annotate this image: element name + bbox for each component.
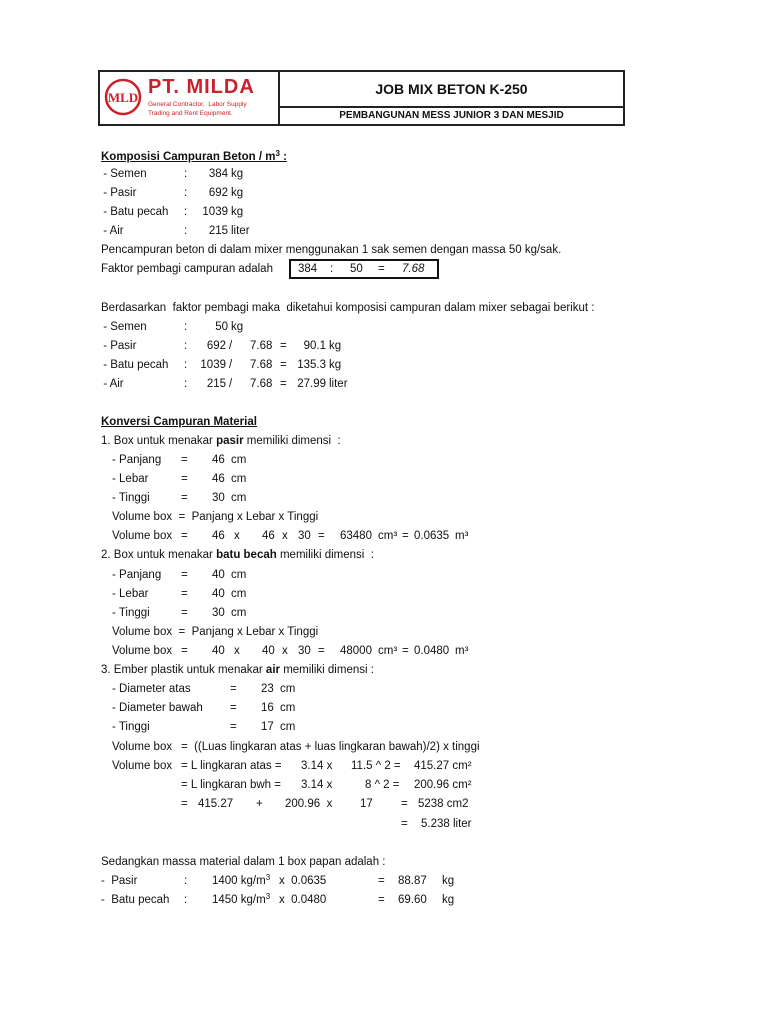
equals-sign: = (181, 473, 188, 485)
colon: : (184, 378, 188, 390)
item-mass: 88.87 (398, 875, 427, 887)
calc-radius: 11.5 ^ 2 = (351, 760, 401, 772)
item-value: 1039 (202, 206, 228, 218)
factor-divisor: 50 (350, 263, 363, 275)
volume-label: Volume box (112, 530, 173, 542)
composition-heading: Komposisi Campuran Beton / $m^3$ : (101, 149, 287, 163)
equals-sign: = (230, 702, 237, 714)
vol-height: 30 (298, 530, 311, 542)
equals-sign: = (230, 683, 237, 695)
item-value: 215 (208, 225, 228, 237)
item-factor: x 0.0480 (279, 894, 327, 906)
dim-label: - Diameter atas (112, 683, 191, 695)
calc-pi: 3.14 x (301, 760, 333, 772)
calc-pi: 3.14 x (301, 779, 333, 791)
equals-sign: = (318, 530, 325, 542)
times-sign: x (234, 530, 240, 542)
dim-unit: cm (280, 683, 296, 695)
box2-formula: Volume box = Panjang x Lebar x Tinggi (112, 626, 319, 638)
equals-sign: = (280, 340, 287, 352)
item-factor: x 0.0635 (279, 875, 327, 887)
vol-m3: 0.0480 (414, 645, 450, 657)
item-label: - Air (100, 225, 124, 237)
conversion-heading: Konversi Campuran Material (101, 416, 257, 428)
volume-label: Volume box (112, 741, 173, 753)
item-value: 692 (208, 187, 228, 199)
mixer-note: Pencampuran beton di dalam mixer menggunakan 1 sak semen dengan massa 50 kg/sak. (101, 244, 562, 256)
item-unit: kg (231, 168, 244, 180)
company-logo-icon (104, 78, 142, 116)
item-unit: kg (442, 875, 455, 887)
dim-value: 17 (261, 721, 274, 733)
item-amount: 692 (206, 340, 226, 352)
calc-height: 17 (360, 798, 373, 810)
equals-sign: = (401, 818, 408, 830)
item-unit: liter (329, 378, 348, 390)
dim-unit: cm (280, 721, 296, 733)
divide-sign: / (229, 378, 233, 390)
vol-width: 46 (262, 530, 275, 542)
item-density: 1400 $kg/m^3$ (212, 873, 271, 887)
equals-sign: = (230, 721, 237, 733)
dim-unit: cm (231, 473, 247, 485)
calc-result: 200.96 cm² (414, 779, 472, 791)
dim-value: 30 (212, 607, 225, 619)
dim-value: 30 (212, 492, 225, 504)
equals-sign: = (181, 588, 188, 600)
item-unit: kg (231, 206, 244, 218)
vol-length: 40 (212, 645, 225, 657)
colon: : (184, 875, 188, 887)
item-value: 384 (208, 168, 228, 180)
item-result: 135.3 (297, 359, 326, 371)
dim-value: 40 (212, 569, 225, 581)
calc-area-bottom: 200.96 x (285, 798, 333, 810)
unit-cm3: cm³ (378, 645, 398, 657)
dim-label: - Lebar (112, 588, 149, 600)
dim-label: - Tinggi (112, 721, 150, 733)
dim-unit: cm (231, 492, 247, 504)
factor-value: 7.68 (250, 378, 273, 390)
document-title: JOB MIX BETON K-250 (280, 72, 623, 108)
factor-label: Faktor pembagi campuran adalah (101, 263, 273, 275)
equals-sign: = (181, 530, 188, 542)
calc-text: = L lingkaran atas = (181, 760, 282, 772)
company-name: PT. MILDA (148, 76, 255, 98)
box1-formula: Volume box = Panjang x Lebar x Tinggi (112, 511, 319, 523)
mass-intro: Sedangkan massa material dalam 1 box papan adalah : (101, 856, 386, 868)
dim-label: - Lebar (112, 473, 149, 485)
vol-m3: 0.0635 (414, 530, 450, 542)
equals-sign: = (378, 875, 385, 887)
equals-sign: = (378, 894, 385, 906)
colon: : (184, 894, 188, 906)
equals-sign: = (402, 645, 409, 657)
colon: : (184, 340, 188, 352)
item-label: - Batu pecah (100, 359, 169, 371)
box2-title: 2. Box untuk menakar batu becah memiliki dimensi : (101, 549, 374, 561)
item-label: - Semen (100, 321, 147, 333)
colon: : (184, 225, 188, 237)
company-tagline-2: Trading and Rent Equipment. (148, 110, 233, 117)
item-label: - Semen (100, 168, 147, 180)
company-tagline-1: General Contractor, Labor Supply (148, 101, 247, 108)
dim-value: 46 (212, 473, 225, 485)
item-result: 90.1 (303, 340, 326, 352)
company-logo (100, 72, 280, 124)
dim-unit: cm (231, 588, 247, 600)
colon: : (184, 321, 188, 333)
unit-m3: m³ (455, 530, 469, 542)
dim-value: 16 (261, 702, 274, 714)
dim-label: - Tinggi (112, 607, 150, 619)
factor-value: 7.68 (250, 340, 273, 352)
equals-sign: = (181, 607, 188, 619)
calc-result: 415.27 cm² (414, 760, 472, 772)
dim-label: - Panjang (112, 569, 162, 581)
equals-sign: = (280, 378, 287, 390)
item-label: - Batu pecah (101, 894, 170, 906)
colon: : (184, 359, 188, 371)
item-label: - Pasir (101, 875, 138, 887)
factor-value: 7.68 (250, 359, 273, 371)
equals-sign: = (181, 454, 188, 466)
document-header (98, 70, 625, 126)
equals-sign: = (318, 645, 325, 657)
vol-cm3: 63480 (340, 530, 372, 542)
calc-radius: 8 ^ 2 = (365, 779, 400, 791)
volume-label: Volume box (112, 645, 173, 657)
vol-length: 46 (212, 530, 225, 542)
equals-sign: = (181, 492, 188, 504)
item-amount: 1039 (200, 359, 226, 371)
volume-label: Volume box (112, 760, 173, 772)
project-name: PEMBANGUNAN MESS JUNIOR 3 DAN MESJID (339, 110, 564, 121)
times-sign: x (282, 645, 288, 657)
equals-sign: = (401, 798, 408, 810)
plus-sign: + (256, 798, 263, 810)
item-label: - Pasir (100, 187, 137, 199)
equals-sign: = (181, 798, 188, 810)
logo-letters: MLD (107, 90, 139, 105)
item-unit: kg (231, 187, 244, 199)
item-result: 27.99 (297, 378, 326, 390)
dim-value: 46 (212, 454, 225, 466)
item-unit: kg (442, 894, 455, 906)
equals-sign: = (181, 569, 188, 581)
vol-width: 40 (262, 645, 275, 657)
divide-sign: / (229, 340, 233, 352)
equals-sign: = (280, 359, 287, 371)
item-mass: 69.60 (398, 894, 427, 906)
dim-unit: cm (231, 569, 247, 581)
dim-value: 40 (212, 588, 225, 600)
unit-cm3: cm³ (378, 530, 398, 542)
colon: : (184, 168, 188, 180)
item-unit: liter (231, 225, 250, 237)
equals-sign: = (181, 645, 188, 657)
divide-sign: / (229, 359, 233, 371)
dim-label: - Tinggi (112, 492, 150, 504)
item-unit: kg (329, 359, 342, 371)
vol-height: 30 (298, 645, 311, 657)
item-label: - Batu pecah (100, 206, 169, 218)
calc-area-top: 415.27 (198, 798, 234, 810)
times-sign: x (234, 645, 240, 657)
bucket-title: 3. Ember plastik untuk menakar air memiliki dimensi : (101, 664, 374, 676)
unit-m3: m³ (455, 645, 469, 657)
box1-title: 1. Box untuk menakar pasir memiliki dimensi : (101, 435, 341, 447)
item-amount: 215 (206, 378, 226, 390)
dim-unit: cm (231, 454, 247, 466)
item-unit: kg (231, 321, 244, 333)
item-label: - Pasir (100, 340, 137, 352)
factor-dividend: 384 (298, 263, 318, 275)
dim-unit: cm (280, 702, 296, 714)
dim-label: - Panjang (112, 454, 162, 466)
dim-unit: cm (231, 607, 247, 619)
vol-cm3: 48000 (340, 645, 372, 657)
calc-text: = L lingkaran bwh = (181, 779, 281, 791)
colon: : (184, 206, 188, 218)
calc-result: 5238 cm2 (418, 798, 469, 810)
calc-result: 5.238 liter (421, 818, 472, 830)
item-value: 50 (215, 321, 228, 333)
equals-sign: = (402, 530, 409, 542)
item-unit: kg (329, 340, 342, 352)
factor-equals: = (378, 263, 385, 275)
colon: : (184, 187, 188, 199)
item-label: - Air (100, 378, 124, 390)
mixer-intro: Berdasarkan faktor pembagi maka diketahui komposisi campuran dalam mixer sebagai berikut : (101, 302, 595, 314)
formula-text: = ((Luas lingkaran atas + luas lingkaran bawah)/2) x tinggi (181, 741, 480, 753)
factor-operator: : (330, 263, 334, 275)
item-density: 1450 $kg/m^3$ (212, 892, 271, 906)
dim-value: 23 (261, 683, 274, 695)
factor-result: 7.68 (402, 263, 425, 275)
times-sign: x (282, 530, 288, 542)
dim-label: - Diameter bawah (112, 702, 203, 714)
